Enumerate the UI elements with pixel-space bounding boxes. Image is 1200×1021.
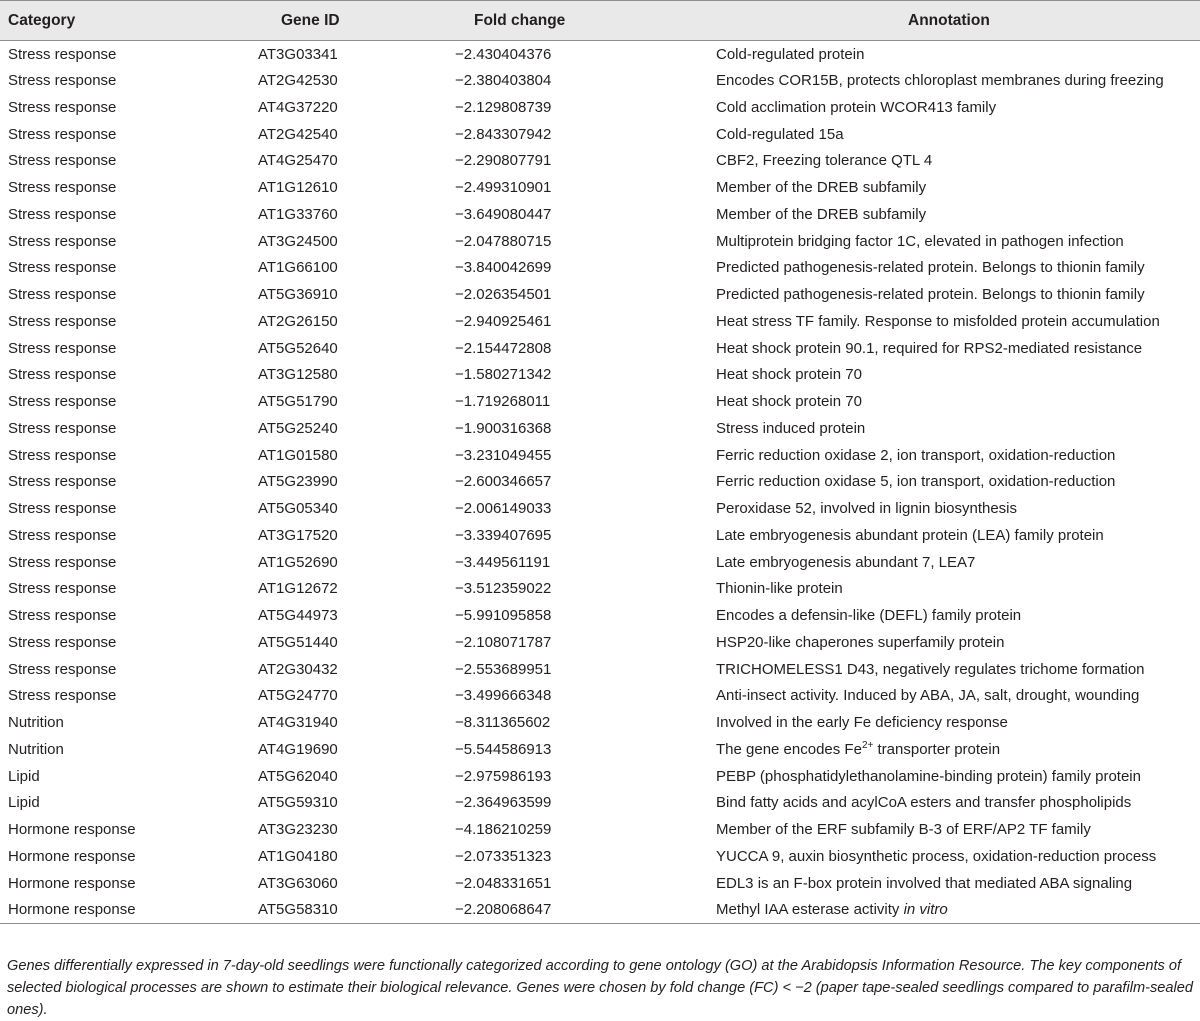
cell-category: Stress response [8,687,117,705]
cell-gene-id: AT1G04180 [258,847,338,865]
cell-fold-change: −5.544586913 [455,740,552,758]
cell-gene-id: AT2G42540 [258,125,338,143]
cell-annotation: Late embryogenesis abundant protein (LEA) family protein [716,526,1104,544]
cell-fold-change: −3.840042699 [455,259,552,277]
cell-gene-id: AT5G36910 [258,286,338,304]
cell-gene-id: AT5G62040 [258,767,338,785]
cell-category: Stress response [8,393,117,411]
table-row [0,656,1200,683]
table-row [0,255,1200,282]
cell-gene-id: AT5G58310 [255,897,455,924]
table-row [0,522,1200,549]
cell-gene-id: AT1G33760 [258,205,338,223]
cell-annotation: Cold-regulated 15a [716,125,844,143]
cell-gene-id: AT2G30432 [258,660,338,678]
cell-fold-change: −3.512359022 [455,580,552,598]
cell-annotation: HSP20-like chaperones superfamily protein [716,633,1005,651]
table-body [0,41,1200,924]
cell-annotation: Member of the ERF subfamily B-3 of ERF/AP2 TF family [716,821,1091,839]
table-row [0,67,1200,94]
cell-category: Stress response [8,633,117,651]
cell-gene-id: AT3G24500 [258,232,338,250]
cell-fold-change: −2.364963599 [455,794,552,812]
cell-gene-id: AT1G12672 [258,580,338,598]
cell-annotation: Heat shock protein 90.1, required for RPS2-mediated resistance [716,339,1143,357]
cell-annotation: PEBP (phosphatidylethanolamine-binding protein) family protein [716,767,1141,785]
cell-annotation: Ferric reduction oxidase 2, ion transport, oxidation-reduction [716,446,1116,464]
cell-annotation [710,736,1200,763]
table-row [0,41,1200,68]
cell-gene-id: AT5G51790 [258,393,338,411]
cell-annotation: Involved in the early Fe deficiency response [716,714,1008,732]
cell-gene-id: AT5G05340 [258,500,338,518]
cell-annotation: CBF2, Freezing tolerance QTL 4 [716,152,933,170]
cell-category: Hormone response [8,821,136,839]
table-row [0,362,1200,389]
header-annotation: Annotation [710,1,1200,41]
cell-category: Stress response [8,232,117,250]
table-footnote: Genes differentially expressed in 7-day-old seedlings were functionally categorized according to gene ontology (GO) at the Arabidopsis Information Resource. The key components of selected biological processes are shown to estimate their biological relevance. Genes were chosen by fold change (FC) < −2 (paper tape-sealed seedlings compared to parafilm-sealed ones). [7,957,1193,1018]
header-gene-id: Gene ID [255,1,455,41]
table-header [0,1,1200,41]
annotation-text-tail: transporter protein [873,740,1001,758]
cell-annotation: Stress induced protein [716,419,866,437]
cell-fold-change: −2.208068647 [455,897,710,924]
table-row [0,897,1200,924]
cell-fold-change: −3.499666348 [455,687,552,705]
cell-gene-id: AT3G23230 [258,821,338,839]
cell-fold-change: −3.449561191 [455,553,551,571]
table-row [0,308,1200,335]
cell-fold-change: −2.940925461 [455,312,552,330]
cell-annotation: TRICHOMELESS1 D43, negatively regulates trichome formation [716,660,1145,678]
cell-gene-id: AT3G12580 [258,366,338,384]
cell-fold-change: −1.719268011 [455,393,551,411]
cell-gene-id: AT5G23990 [258,473,338,491]
cell-category: Stress response [8,286,117,304]
table-row [0,201,1200,228]
cell-annotation: Member of the DREB subfamily [716,179,927,197]
table-row [0,602,1200,629]
cell-fold-change: −2.499310901 [455,179,552,197]
cell-category: Stress response [8,125,117,143]
cell-annotation: Late embryogenesis abundant 7, LEA7 [716,553,976,571]
table-row [0,549,1200,576]
cell-category: Stress response [8,152,117,170]
cell-category: Stress response [8,500,117,518]
cell-category: Stress response [8,366,117,384]
header-row [0,1,1200,41]
table-row [0,469,1200,496]
cell-gene-id: AT5G44973 [258,607,338,625]
header-fold-change: Fold change [455,1,710,41]
table-row [0,843,1200,870]
cell-fold-change: −2.073351323 [455,847,552,865]
cell-annotation: Cold-regulated protein [716,45,865,63]
table-row [0,709,1200,736]
cell-gene-id: AT5G52640 [258,339,338,357]
table-row [0,870,1200,897]
table-row [0,228,1200,255]
cell-category: Stress response [8,179,117,197]
cell-category: Stress response [8,580,117,598]
table-row [0,495,1200,522]
cell-category: Nutrition [8,740,64,758]
table-row [0,335,1200,362]
cell-category: Stress response [8,446,117,464]
annotation-text: The gene encodes Fe [716,740,862,758]
cell-gene-id: AT1G01580 [258,446,338,464]
cell-fold-change: −2.108071787 [455,633,552,651]
cell-annotation: Predicted pathogenesis-related protein. Belongs to thionin family [716,259,1145,277]
annotation-text: Methyl IAA esterase activity [716,901,904,919]
cell-fold-change: −3.231049455 [455,446,552,464]
cell-gene-id: AT5G25240 [258,419,338,437]
cell-fold-change: −2.129808739 [455,98,552,116]
table-row [0,576,1200,603]
cell-category: Nutrition [8,714,64,732]
cell-fold-change: −3.649080447 [455,205,552,223]
cell-annotation: Anti-insect activity. Induced by ABA, JA, salt, drought, wounding [716,687,1140,705]
cell-fold-change: −2.843307942 [455,125,552,143]
annotation-superscript: 2+ [861,739,874,751]
cell-gene-id: AT4G25470 [258,152,338,170]
cell-annotation: Ferric reduction oxidase 5, ion transport, oxidation-reduction [716,473,1116,491]
table-row [0,121,1200,148]
cell-gene-id: AT1G52690 [258,553,338,571]
cell-category: Lipid [8,794,40,812]
cell-fold-change: −8.311365602 [455,714,551,732]
cell-annotation: Peroxidase 52, involved in lignin biosynthesis [716,500,1018,518]
table-row [0,148,1200,175]
cell-gene-id: AT1G12610 [258,179,338,197]
cell-gene-id: AT3G63060 [258,874,338,892]
cell-fold-change: −2.026354501 [455,286,552,304]
cell-category: Stress response [8,339,117,357]
table-row [0,790,1200,817]
cell-category: Stress response [8,607,117,625]
cell-fold-change: −3.339407695 [455,526,552,544]
table-row [0,816,1200,843]
cell-gene-id: AT5G24770 [258,687,338,705]
cell-fold-change: −2.154472808 [455,339,552,357]
cell-annotation: Bind fatty acids and acylCoA esters and transfer phospholipids [716,794,1132,812]
cell-gene-id: AT4G19690 [258,740,338,758]
annotation-italic: in vitro [903,901,948,919]
cell-fold-change: −2.975986193 [455,767,552,785]
table-row [0,629,1200,656]
cell-category: Stress response [8,45,117,63]
table-row [0,442,1200,469]
cell-fold-change: −2.600346657 [455,473,552,491]
cell-gene-id: AT3G03341 [258,45,338,63]
table-row [0,281,1200,308]
table-row [0,736,1200,763]
cell-category: Hormone response [8,847,136,865]
cell-annotation [710,897,1200,924]
cell-annotation: Heat shock protein 70 [716,366,862,384]
cell-fold-change: −2.553689951 [455,660,552,678]
cell-category: Hormone response [8,874,136,892]
cell-annotation: EDL3 is an F-box protein involved that mediated ABA signaling [716,874,1133,892]
cell-annotation: Heat stress TF family. Response to misfolded protein accumulation [716,312,1160,330]
cell-fold-change: −1.900316368 [455,419,552,437]
cell-gene-id: AT2G42530 [258,72,338,90]
cell-fold-change: −5.991095858 [455,607,552,625]
cell-annotation: Heat shock protein 70 [716,393,862,411]
cell-category: Stress response [8,72,117,90]
cell-fold-change: −2.290807791 [455,152,552,170]
cell-gene-id: AT4G31940 [258,714,338,732]
cell-annotation: Encodes a defensin-like (DEFL) family protein [716,607,1022,625]
cell-annotation: Predicted pathogenesis-related protein. Belongs to thionin family [716,286,1145,304]
cell-fold-change: −2.430404376 [455,45,552,63]
cell-fold-change: −2.048331651 [455,874,552,892]
header-category: Category [0,1,255,41]
cell-category: Stress response [8,526,117,544]
table-row [0,415,1200,442]
cell-gene-id: AT5G51440 [258,633,338,651]
cell-gene-id: AT3G17520 [258,526,338,544]
cell-category: Stress response [8,98,117,116]
cell-gene-id: AT2G26150 [258,312,338,330]
cell-annotation: Thionin-like protein [716,580,843,598]
cell-annotation: YUCCA 9, auxin biosynthetic process, oxidation-reduction process [716,847,1157,865]
cell-annotation: Encodes COR15B, protects chloroplast membranes during freezing [716,72,1164,90]
cell-annotation: Member of the DREB subfamily [716,205,927,223]
cell-annotation: Cold acclimation protein WCOR413 family [716,98,997,116]
cell-gene-id: AT1G66100 [258,259,338,277]
table-row [0,763,1200,790]
table-row [0,174,1200,201]
cell-annotation: Multiprotein bridging factor 1C, elevated in pathogen infection [716,232,1124,250]
table-row [0,388,1200,415]
cell-category: Stress response [8,660,117,678]
cell-category: Lipid [8,767,40,785]
table-row [0,94,1200,121]
cell-fold-change: −1.580271342 [455,366,552,384]
cell-category: Stress response [8,419,117,437]
cell-fold-change: −2.006149033 [455,500,552,518]
cell-category: Stress response [8,312,117,330]
cell-category: Stress response [8,553,117,571]
cell-category: Stress response [8,473,117,491]
cell-gene-id: AT4G37220 [258,98,338,116]
cell-fold-change: −4.186210259 [455,821,552,839]
cell-fold-change: −2.047880715 [455,232,552,250]
table-row [0,683,1200,710]
cell-fold-change: −2.380403804 [455,72,552,90]
cell-gene-id: AT5G59310 [258,794,338,812]
cell-category: Stress response [8,259,117,277]
cell-category: Stress response [8,205,117,223]
cell-category: Hormone response [0,897,255,924]
